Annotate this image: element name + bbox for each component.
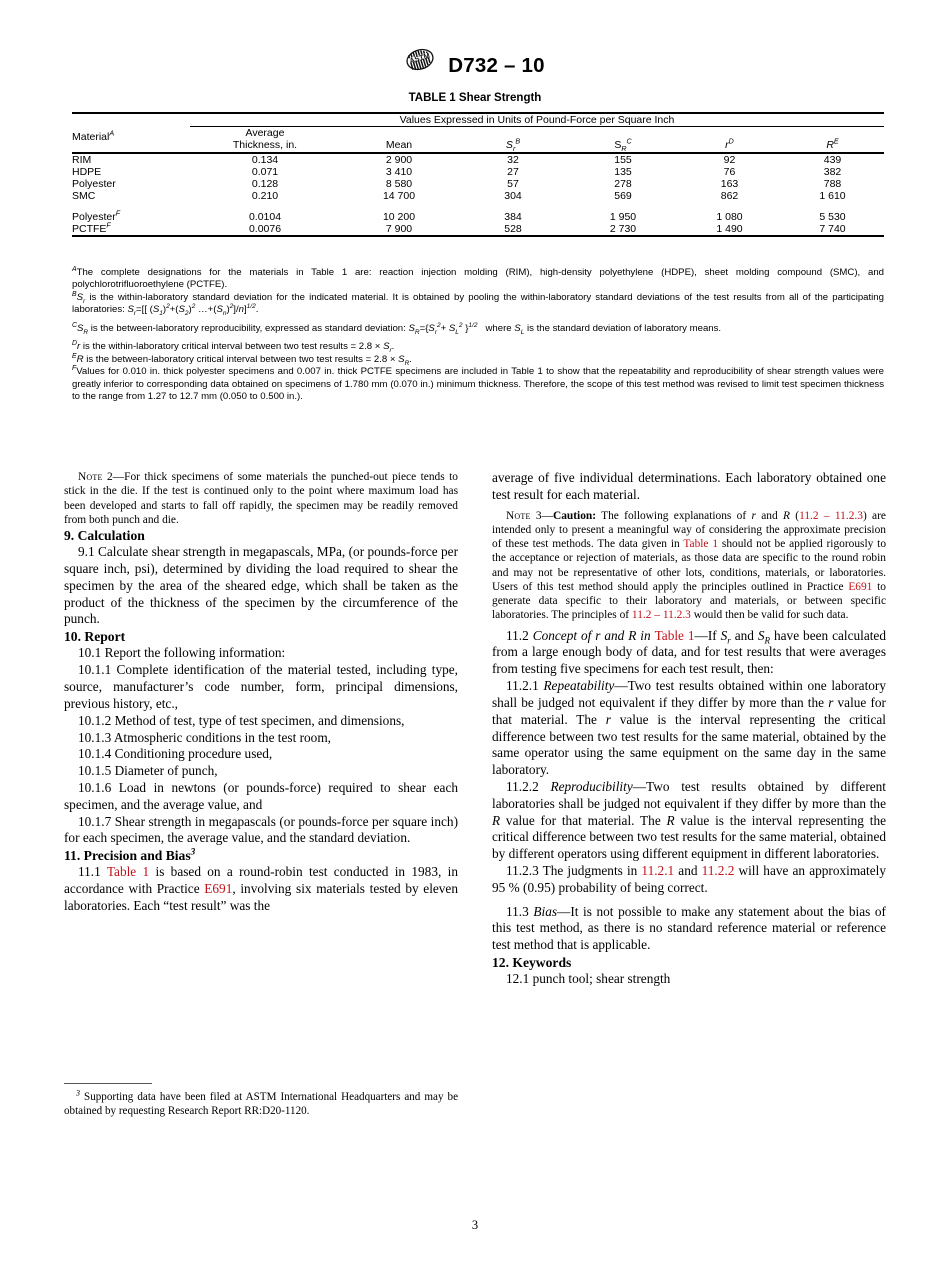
table-row: RIM 0.134 2 900 32 155 92 439 <box>72 153 842 166</box>
table-cell-material: $PCTFE^F$ <box>72 223 190 236</box>
table-header-material <box>72 127 190 153</box>
link-e691[interactable]: E691 <box>204 881 233 897</box>
right-column <box>492 470 886 988</box>
link-11-2-1[interactable]: 11.2.1 <box>641 863 675 878</box>
note-3: Note 3—Caution: The following explanations of r and R (11.2 – 11.2.3) are intended only to present a meaningful way of considering the approximate precision of these test methods. The data given in Table 1 should not be applied rigorously to the acceptance or rejection of materials, as those data are specific to the round robin and may not be representative of other lots, conditions, materials, or laboratories. Users of this test method should apply the principles outlined in Practice E691 to generate data specific to their laboratory and materials, or between specific laboratories. The principles of 11.2 – 11.2.3 would then be valid for such data. <box>492 509 887 622</box>
table-header-sr: $S_r^B$ <box>505 137 521 154</box>
table-header-thickness: Average Thickness, in. <box>232 127 298 152</box>
paragraph-11-3: 11.3 Bias—It is not possible to make any statement about the bias of this test method, as there is no standard reference material or reference test method that is applicable. <box>492 903 886 953</box>
paragraph-12-1: 12.1 punch tool; shear strength <box>506 971 671 987</box>
table-footnotes <box>72 267 884 404</box>
table-row: HDPE 0.071 3 410 27 135 76 382 <box>72 165 842 178</box>
paragraph-10-1-5: 10.1.5 Diameter of punch, <box>78 763 218 779</box>
footnote-ref-f: F <box>106 221 111 230</box>
link-11-2-2[interactable]: 11.2.2 <box>701 863 735 878</box>
page-footnote-block <box>64 1083 458 1119</box>
table-spanner-header: Values Expressed in Units of Pound-Force per Square Inch <box>190 113 884 127</box>
link-11-2-11-2-3[interactable]: 11.2 – 11.2.3 <box>799 509 863 522</box>
table-footnote-e: $^E$R is the between-laboratory critical interval between two test results = $2.8 \times S_R$. <box>72 352 412 367</box>
document-designation: D732 – 10 <box>448 53 545 77</box>
table-header-sR: $S_R^C$ <box>614 137 632 154</box>
page-number: 3 <box>471 1218 479 1232</box>
table-row: $PCTFE^F$ 0.0076 7 900 528 2 730 1 490 7 740 <box>72 223 884 236</box>
paragraph-10-1-2: 10.1.2 Method of test, type of test specimen, and dimensions, <box>78 712 405 728</box>
footnote-ref-3: 3 <box>190 846 196 857</box>
footnote-ref-d: D <box>728 137 734 146</box>
paragraph-11-2: 11.2 Concept of r and R in Table 1—If $S_r$ and $S_R$ have been calculated from a large enough body of data, and for test results that were averages from testing five specimens for each test result, then: <box>492 627 886 677</box>
table-row: Polyester$^F$ 0.0104 10 200 384 1 950 1 080 5 530 <box>72 209 846 223</box>
footnote-ref-b: B <box>515 137 521 146</box>
paragraph-10-1: 10.1 Report the following information: <box>78 645 286 661</box>
link-table-1[interactable]: Table 1 <box>683 538 719 551</box>
paragraph-10-1-7: 10.1.7 Shear strength in megapascals (or pounds-force per square inch) for each specimen, the average value, and the standard deviation. <box>64 813 458 846</box>
paragraph-10-1-4: 10.1.4 Conditioning procedure used, <box>78 746 273 762</box>
paragraph-continued: average of five individual determinations. Each laboratory obtained one test result for each material. <box>492 470 886 502</box>
astm-logo-icon <box>405 48 435 79</box>
section-heading-keywords: 12. Keywords <box>492 955 572 971</box>
link-e691[interactable]: E691 <box>848 580 873 593</box>
table-header-r: $r^D$ <box>725 137 734 152</box>
footnote-ref-e: E <box>833 137 839 146</box>
table-footnote-a: $^A$The complete designations for the materials in Table 1 are: reaction injection molding (RIM), high-density polyethylene (HDPE), sheet molding compound (SMC), and polychlorotrifluoroethylene (PCTFE). <box>72 265 884 291</box>
table-footnote-c: $^CS_R$ is the between-laboratory reproducibility, expressed as standard deviation: $S_R=\{S_r^2+ S_L^2$ }$^{1/2}$ where $S_L$ is the standard deviation of laboratory means. <box>72 321 722 336</box>
table-header-material-label: Material <box>72 130 110 143</box>
footnote-divider <box>64 1083 152 1084</box>
table-group-spacer <box>72 202 884 211</box>
section-heading-precision-and-bias: 11. Precision and Bias$^3$ <box>64 846 196 864</box>
paragraph-9-1: 9.1 Calculate shear strength in megapascals, MPa, (or pounds-force per square inch, psi), determined by dividing the load required to shear the specimen by the area of the sheared edge, which shall be taken as the product of the thickness of the specimen by the circumference of the punch. <box>64 544 458 627</box>
paragraph-10-1-3: 10.1.3 Atmospheric conditions in the test room, <box>78 729 331 745</box>
paragraph-11-1: 11.1 Table 1 is based on a round-robin test conducted in 1983, in accordance with Practice E691, involving six materials tested by eleven laboratories. Each “test result” was the <box>64 864 458 913</box>
section-heading-report: 10. Report <box>64 629 126 645</box>
link-table-1[interactable]: Table 1 <box>654 627 695 643</box>
table-cell-material: Polyester$^F$ <box>72 209 121 223</box>
table-row: SMC 0.210 14 700 304 569 862 1 610 <box>72 189 846 202</box>
paragraph-10-1-6: 10.1.6 Load in newtons (or pounds-force) required to shear each specimen, and the average value, and <box>64 779 458 812</box>
shear-strength-table-wrapper <box>72 112 884 237</box>
section-heading-calculation: 9. Calculation <box>64 528 145 543</box>
shear-strength-table <box>72 112 884 237</box>
footnote-3: $^3$ Supporting data have been filed at ASTM International Headquarters and may be obtained by requesting Research Report RR:D20-1120. <box>64 1088 458 1117</box>
link-table-1[interactable]: Table 1 <box>106 864 150 880</box>
table-body-group-2 <box>72 211 884 236</box>
table-body-group-1 <box>72 153 884 211</box>
footnote-ref-f: F <box>115 209 121 218</box>
paragraph-11-2-1: 11.2.1 Repeatability—Two test results obtained within one laboratory shall be judged not equivalent if they differ by more than the r value for that material. The r value is the interval representing the critical difference between two test results for the same material, obtained by the same operator using the same equipment on the same day in the same laboratory. <box>492 678 886 778</box>
footnote-ref-a: A <box>109 129 115 137</box>
table-header-mean: Mean <box>385 139 413 152</box>
left-column <box>64 470 458 915</box>
document-header <box>0 50 950 81</box>
table-footnote-d: $^D$r is the within-laboratory critical interval between two test results = $2.8 \times S_r$. <box>72 339 395 354</box>
paragraph-10-1-1: 10.1.1 Complete identification of the material tested, including type, source, manufacturer’s code number, form, principal dimensions, previous history, etc., <box>64 662 458 711</box>
table-title: TABLE 1 Shear Strength <box>408 92 542 104</box>
table-footnote-f: $^F$Values for 0.010 in. thick polyester specimens and 0.007 in. thick PCTFE specimens are included in Table 1 to show that the repeatability and reproducibility of shear strength values were greatly inferior to corresponding data obtained on specimens of 1.780 mm (0.070 in.) minimum thickness. Therefore, the scope of this test method was revised to limit test specimen thickness to the range from 1.27 to 12.7 mm (0.050 to 0.500 in.). <box>72 365 884 402</box>
table-row: Polyester 0.128 8 580 57 278 163 788 <box>72 177 842 190</box>
table-header-R: $R^E$ <box>826 137 839 152</box>
note-2: Note 2—For thick specimens of some materials the punched-out piece tends to stick in the die. If the test is continued only to the point where maximum load has been developed and starts to fall off rapidly, the specimen may be readily removed from both punch and die. <box>64 471 458 526</box>
table-footnote-b: $^BS_r$ is the within-laboratory standard deviation for the indicated material. It is obtained by pooling the within-laboratory standard deviations of the test results from all of the participating laboratories: $S_r=$[[ $(S_1)^2+(S_2)^2$ $\dots+(S_n)^2]/n]^{1/2}$. <box>72 290 884 318</box>
paragraph-11-2-3: 11.2.3 The judgments in 11.2.1 and 11.2.2 will have an approximately 95 % (0.95) probability of being correct. <box>492 863 886 895</box>
svg-text:ASTM: ASTM <box>408 50 432 66</box>
link-11-2-11-2-3[interactable]: 11.2 – 11.2.3 <box>631 609 691 622</box>
paragraph-11-2-2: 11.2.2 Reproducibility—Two test results obtained by different laboratories shall be judged not equivalent if they differ by more than the R value for that material. The R value is the interval representing the critical difference between two test results for the same material, obtained by different operators using different equipment in different laboratories. <box>492 778 886 862</box>
footnote-ref-c: C <box>626 137 632 146</box>
